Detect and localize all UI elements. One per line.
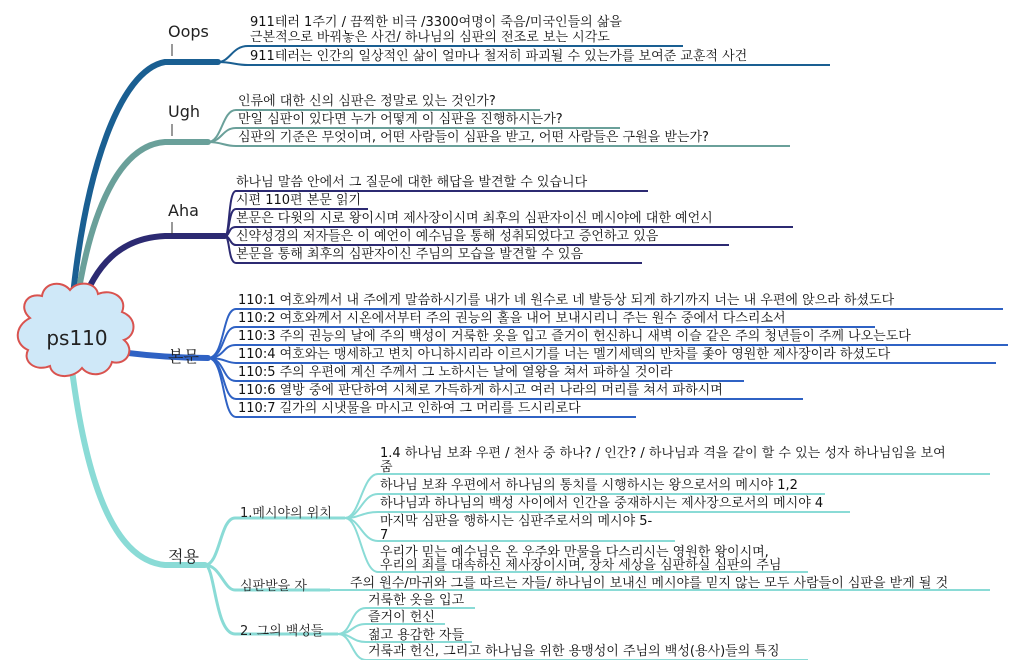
aha-item[interactable]: 하나님 말씀 안에서 그 질문에 대한 해답을 발견할 수 있습니다 <box>236 175 588 190</box>
category-aha[interactable]: Aha <box>168 201 199 220</box>
apply-sub3-item[interactable]: 거룩한 옷을 입고 <box>368 593 465 608</box>
ugh-item[interactable]: 심판의 기준은 무엇이며, 어떤 사람들이 심판을 받고, 어떤 사람들은 구원을 받는가? <box>238 130 709 145</box>
ugh-item[interactable]: 만일 심판이 있다면 누가 어떻게 이 심판을 진행하시는가? <box>238 112 563 127</box>
apply-sub1-connector <box>205 518 345 565</box>
bonmun-verse[interactable]: 110:2 여호와께서 시온에서부터 주의 권능의 홀을 내어 보내시리니 주는 원수 중에서 다스리소서 <box>238 311 786 326</box>
apply-sub2-label[interactable]: 심판받을 자 <box>240 579 307 594</box>
apply-sub1-label[interactable]: 1.메시야의 위치 <box>240 506 332 521</box>
apply-sub1-item[interactable]: 하나님 보좌 우편에서 하나님의 통치를 시행하시는 왕으로서의 메시야 1,2 <box>380 478 798 493</box>
bonmun-verse[interactable]: 110:5 주의 우편에 계신 주께서 그 노하시는 날에 열왕을 쳐서 파하실 것이라 <box>238 365 673 380</box>
category-ugh[interactable]: Ugh <box>168 102 201 121</box>
ugh-item[interactable]: 인류에 대한 신의 심판은 정말로 있는 것인가? <box>238 94 496 109</box>
apply-sub1-item[interactable]: 마지막 심판을 행하시는 심판주로서의 메시야 5- <box>380 514 653 529</box>
bonmun-verse[interactable]: 110:3 주의 권능의 날에 주의 백성이 거룩한 옷을 입고 즐거이 헌신하니 새벽 이슬 같은 주의 청년들이 주께 나오는도다 <box>238 329 911 344</box>
apply-sub1-item[interactable]: 우리의 죄를 대속하신 제사장이시며, 장차 세상을 심판하실 심판의 주님 <box>380 558 782 573</box>
apply-sub1-item[interactable]: 하나님과 하나님의 백성 사이에서 인간을 중재하시는 제사장으로서의 메시야 4 <box>380 496 824 511</box>
apply-sub2-item[interactable]: 주의 원수/마귀와 그를 따르는 자들/ 하나님이 보내신 메시야를 믿지 않는 모두 사람들이 심판을 받게 될 것 <box>350 576 949 591</box>
aha-item[interactable]: 시편 110편 본문 읽기 <box>236 193 362 208</box>
center-node-label[interactable]: ps110 <box>46 326 108 350</box>
apply-sub1-item[interactable]: 줌 <box>380 460 393 475</box>
branch-apply-connector <box>72 370 205 565</box>
apply-sub1-item[interactable]: 우리가 믿는 예수님은 온 우주와 만물을 다스리시는 영원한 왕이시며, <box>380 545 769 560</box>
apply-sub1-item[interactable]: 1.4 하나님 보좌 우편 / 천사 중 하나? / 인간? / 하나님과 격을 같이 할 수 있는 성자 하나님임을 보여 <box>380 446 946 461</box>
aha-item[interactable]: 본문은 다윗의 시로 왕이시며 제사장이시며 최후의 심판자이신 메시야에 대한 예언시 <box>236 211 713 226</box>
bonmun-verse[interactable]: 110:4 여호와는 맹세하고 변치 아니하시리라 이르시기를 너는 멜기세덱의 반차를 좇아 영원한 제사장이라 하셨도다 <box>238 347 891 362</box>
oops-item[interactable]: 911테러 1주기 / 끔찍한 비극 /3300여명이 죽음/미국인들의 삶을 <box>250 15 622 30</box>
aha-item[interactable]: 본문을 통해 최후의 심판자이신 주님의 모습을 발견할 수 있음 <box>236 247 584 262</box>
apply-sub3-item[interactable]: 거룩과 헌신, 그리고 하나님을 위한 용맹성이 주님의 백성(용사)들의 특징 <box>368 644 780 659</box>
apply-sub3-label[interactable]: 2. 그의 백성들 <box>240 624 324 639</box>
oops-item[interactable]: 근본적으로 바꿔놓은 사건/ 하나님의 심판의 전조로 보는 시각도 <box>250 30 610 45</box>
bonmun-verse[interactable]: 110:1 여호와께서 내 주에게 말씀하시기를 내가 네 원수로 네 발등상 되게 하기까지 너는 내 우편에 앉으라 하셨도다 <box>238 293 895 308</box>
bonmun-verse[interactable]: 110:6 열방 중에 판단하여 시체로 가득하게 하시고 여러 나라의 머리를 쳐서 파하시며 <box>238 383 723 398</box>
apply-sub1-item[interactable]: 7 <box>380 528 389 543</box>
apply-sub3-item[interactable]: 즐거이 헌신 <box>368 610 435 625</box>
branch-oops-connector <box>72 62 218 305</box>
aha-item[interactable]: 신약성경의 저자들은 이 예언이 예수님을 통해 성취되었다고 증언하고 있음 <box>236 229 659 244</box>
oops-item[interactable]: 911테러는 인간의 일상적인 삶이 얼마나 철저히 파괴될 수 있는가를 보여준 교훈적 사건 <box>250 49 748 64</box>
apply-sub3-item[interactable]: 젊고 용감한 자들 <box>368 628 465 643</box>
bonmun-verse[interactable]: 110:7 길가의 시냇물을 마시고 인하여 그 머리를 드시리로다 <box>238 401 581 416</box>
category-apply[interactable]: 적용 <box>168 547 199 566</box>
category-bonmun[interactable]: 본문 <box>168 347 199 366</box>
category-oops[interactable]: Oops <box>168 22 209 41</box>
